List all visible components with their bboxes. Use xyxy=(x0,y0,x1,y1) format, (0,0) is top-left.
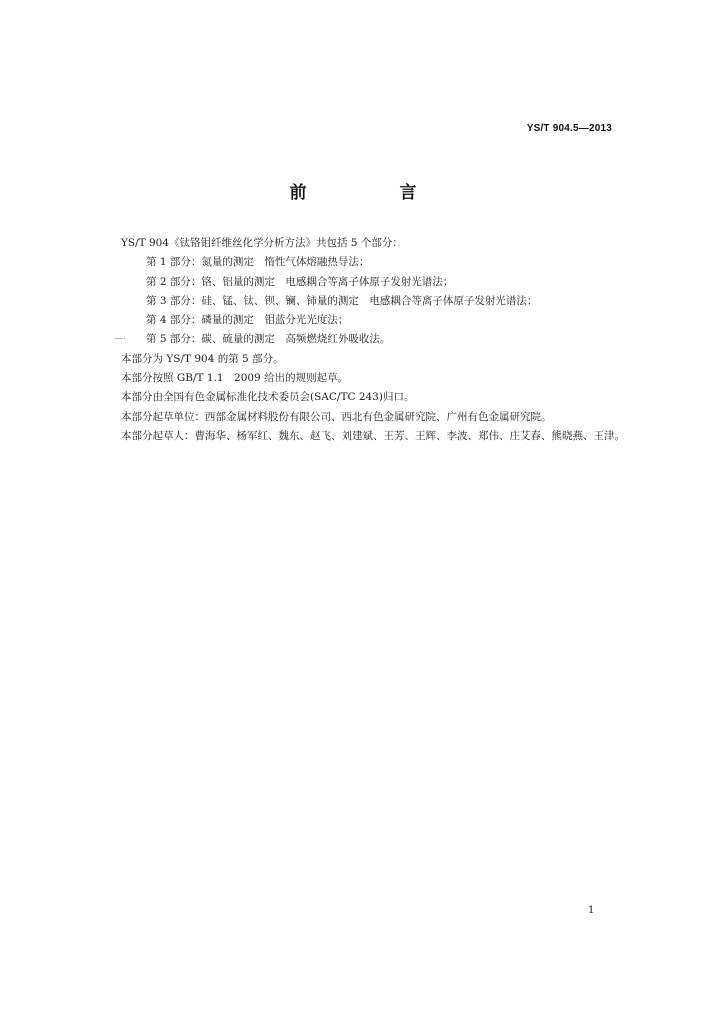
part-1-item: 第 1 部分：氮量的测定 惰性气体熔融热导法； xyxy=(146,256,370,269)
standard-code: YS/T 904.5—2013 xyxy=(526,123,612,134)
part-4-item: 第 4 部分：磷量的测定 钼蓝分光光度法； xyxy=(146,314,349,327)
page-title: 前 言 xyxy=(289,183,455,203)
page-number: 1 xyxy=(588,905,595,916)
this-part-statement: 本部分为 YS/T 904 的第 5 部分。 xyxy=(121,352,284,365)
centralized-statement: 本部分由全国有色金属标准化技术委员会(SAC/TC 243)归口。 xyxy=(121,391,415,404)
part-5-marker: —· xyxy=(114,334,126,345)
intro-paragraph: YS/T 904《钛铬钼纤维丝化学分析方法》共包括 5 个部分： xyxy=(121,237,403,249)
part-3-item: 第 3 部分：硅、锰、钛、钡、镧、铈量的测定 电感耦合等离子体原子发射光谱法； xyxy=(146,294,538,307)
foreword-body xyxy=(114,234,625,446)
drafting-rules-statement: 本部分按照 GB/T 1.1 2009 给出的规则起草。 xyxy=(121,372,349,385)
drafters-statement: 本部分起草人：曹海华、杨军红、魏东、赵飞、刘建斌、王芳、王辉、李波、郑伟、庄艾春、熊晓燕、王津。 xyxy=(121,429,625,442)
part-5-item: 第 5 部分：碳、硫量的测定 高频燃烧红外吸收法。 xyxy=(146,333,391,346)
drafting-units-statement: 本部分起草单位：西部金属材料股份有限公司、西北有色金属研究院、广州有色金属研究院。 xyxy=(121,410,552,423)
part-2-item: 第 2 部分：铬、铝量的测定 电感耦合等离子体原子发射光谱法； xyxy=(146,275,454,288)
part-5-row xyxy=(114,330,621,349)
